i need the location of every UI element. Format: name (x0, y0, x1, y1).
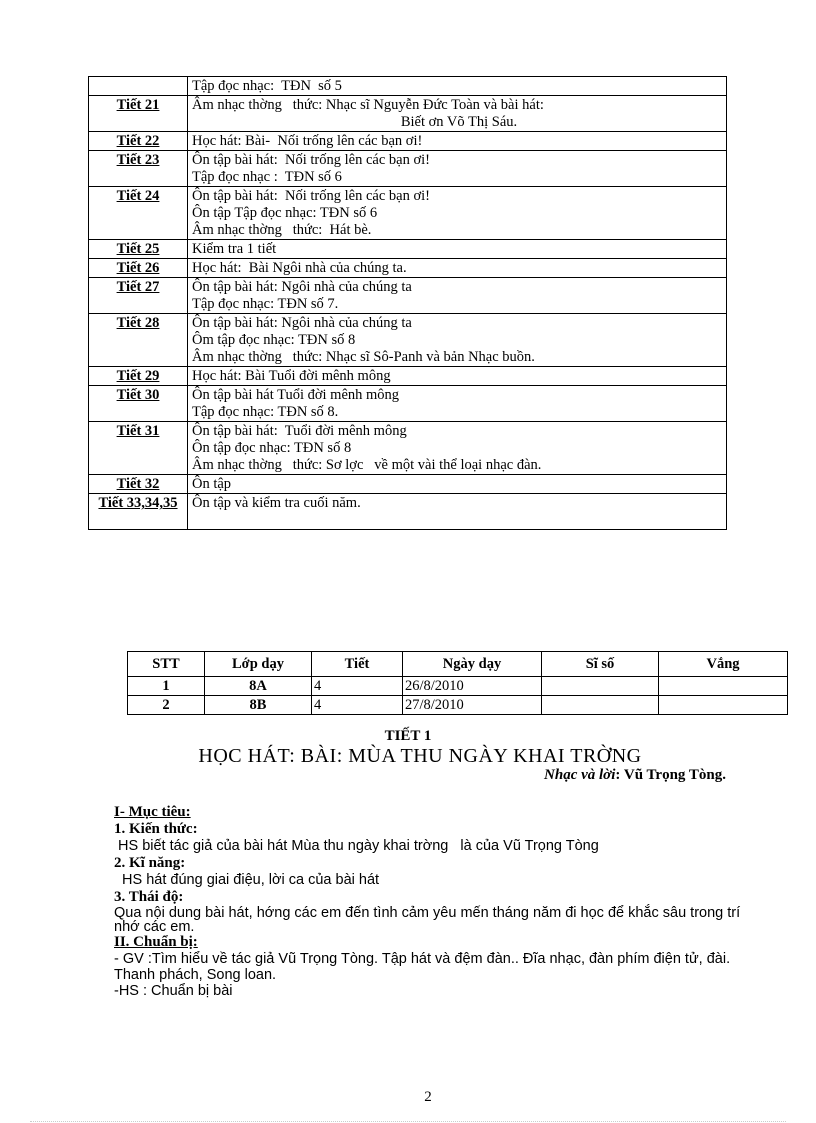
page-number: 2 (424, 1089, 432, 1105)
lesson-content-line: Ôn tập Tập đọc nhạc: TĐN số 6 (192, 205, 378, 221)
table-row (89, 278, 727, 314)
attitude-text: Qua nội dung bài hát, hớng các em đến tình cảm yêu mến tháng năm đi học để khắc sâu trong trí nhớ các em. (114, 905, 741, 935)
cell-stt: 2 (128, 696, 205, 715)
lesson-content-cell (188, 132, 727, 151)
cell-period: 4 (312, 696, 403, 715)
table-row (89, 494, 727, 530)
lesson-content-line: Ôn tập bài hát: Nối trống lên các bạn ơi! (192, 152, 430, 168)
table-row (89, 151, 727, 187)
lesson-number-cell: Tiết 27 (89, 278, 188, 314)
table-row (89, 386, 727, 422)
lesson-content-line: Âm nhạc thờng thức: Nhạc sĩ Sô-Panh và bản Nhạc buồn. (192, 349, 535, 365)
song-title: HỌC HÁT: BÀI: MÙA THU NGÀY KHAI TRỜNG (198, 745, 642, 767)
cell-attendance (542, 696, 659, 715)
table-row (128, 696, 788, 715)
cell-class: 8A (205, 677, 312, 696)
lesson-content-line: Học hát: Bài- Nối trống lên các bạn ơi! (192, 133, 423, 149)
lesson-content-line: Ôn tập bài hát Tuổi đời mênh mông (192, 387, 400, 403)
col-header-attendance: Sĩ số (542, 652, 659, 677)
lesson-number-cell: Tiết 24 (89, 187, 188, 240)
song-credit: Nhạc và lời: Vũ Trọng Tòng. (544, 767, 726, 783)
table-row (89, 132, 727, 151)
lesson-title: TIẾT 1 (384, 728, 432, 744)
lesson-content-line: Kiểm tra 1 tiết (192, 241, 277, 257)
lesson-content-cell (188, 240, 727, 259)
lesson-content-line: Âm nhạc thờng thức: Sơ lợc về một vài thể loại nhạc đàn. (192, 457, 542, 473)
lesson-content-line: Tập đọc nhạc : TĐN số 6 (192, 169, 342, 185)
lesson-content-cell (188, 187, 727, 240)
table-row (89, 367, 727, 386)
cell-attendance (542, 677, 659, 696)
lesson-body (114, 804, 754, 1000)
skills-heading: 2. Kĩ năng: (114, 855, 186, 871)
table-row (89, 314, 727, 367)
table-row (128, 677, 788, 696)
lesson-content-cell (188, 96, 727, 132)
lesson-number-cell: Tiết 28 (89, 314, 188, 367)
cell-class: 8B (205, 696, 312, 715)
lesson-content-line: Học hát: Bài Tuổi đời mênh mông (192, 368, 391, 384)
lesson-content-cell (188, 314, 727, 367)
lesson-number-cell: Tiết 30 (89, 386, 188, 422)
lesson-number-cell: Tiết 31 (89, 422, 188, 475)
schedule-header-row (128, 652, 788, 677)
col-header-class: Lớp dạy (205, 652, 312, 677)
table-row (89, 96, 727, 132)
lesson-number-cell: Tiết 22 (89, 132, 188, 151)
table-row (89, 475, 727, 494)
lesson-number-cell: Tiết 32 (89, 475, 188, 494)
lesson-content-line: Tập đọc nhạc: TĐN số 8. (192, 404, 339, 420)
footer-divider (30, 1121, 786, 1122)
syllabus-table (88, 76, 727, 530)
objectives-heading: I- Mục tiêu: (114, 804, 191, 820)
lesson-number-cell: Tiết 23 (89, 151, 188, 187)
col-header-date: Ngày dạy (403, 652, 542, 677)
lesson-content-cell (188, 77, 727, 96)
lesson-content-line: Âm nhạc thờng thức: Hát bè. (192, 222, 372, 238)
lesson-content-cell (188, 367, 727, 386)
lesson-content-line: Tập đọc nhạc: TĐN số 7. (192, 296, 339, 312)
col-header-stt: STT (128, 652, 205, 677)
lesson-content-line: Ôn tập bài hát: Ngôi nhà của chúng ta (192, 315, 412, 331)
lesson-content-line: Ôm tập đọc nhạc: TĐN số 8 (192, 332, 356, 348)
lesson-number-cell: Tiết 29 (89, 367, 188, 386)
lesson-number-cell: Tiết 26 (89, 259, 188, 278)
lesson-content-cell (188, 151, 727, 187)
lesson-content-line: Ôn tập và kiểm tra cuối năm. (192, 495, 361, 511)
preparation-heading: II. Chuẩn bị: (114, 934, 198, 950)
table-row (89, 77, 727, 96)
credit-author: Vũ Trọng Tòng. (623, 767, 726, 783)
lesson-number-cell: Tiết 25 (89, 240, 188, 259)
lesson-content-line: Ôn tập bài hát: Nối trống lên các bạn ơi! (192, 188, 430, 204)
cell-absent (659, 696, 788, 715)
table-row (89, 259, 727, 278)
lesson-content-cell (188, 259, 727, 278)
cell-absent (659, 677, 788, 696)
lesson-content-line: Âm nhạc thờng thức: Nhạc sĩ Nguyễn Đức Toàn và bài hát: (192, 97, 544, 113)
cell-date: 26/8/2010 (403, 677, 542, 696)
lesson-content-cell (188, 386, 727, 422)
teacher-preparation: - GV :Tìm hiểu về tác giả Vũ Trọng Tòng. Tập hát và đệm đàn.. Đĩa nhạc, đàn phím điện tử, đài. Thanh phách, Song loan. (114, 951, 731, 983)
attitude-heading: 3. Thái độ: (114, 889, 184, 905)
cell-period: 4 (312, 677, 403, 696)
cell-stt: 1 (128, 677, 205, 696)
lesson-content-line: Biết ơn Võ Thị Sáu. (400, 114, 518, 130)
lesson-content-line: Ôn tập đọc nhạc: TĐN số 8 (192, 440, 352, 456)
lesson-content-line: Ôn tập bài hát: Ngôi nhà của chúng ta (192, 279, 412, 295)
table-row (89, 422, 727, 475)
knowledge-heading: 1. Kiến thức: (114, 821, 198, 837)
credit-label: Nhạc và lời (544, 767, 616, 783)
lesson-number-cell: Tiết 33,34,35 (89, 494, 188, 530)
col-header-period: Tiết (312, 652, 403, 677)
lesson-content-cell (188, 494, 727, 530)
class-schedule-table (127, 651, 788, 715)
lesson-number-cell: Tiết 21 (89, 96, 188, 132)
student-preparation: -HS : Chuẩn bị bài (114, 983, 233, 999)
lesson-content-cell (188, 422, 727, 475)
lesson-content-cell (188, 475, 727, 494)
lesson-content-line: Học hát: Bài Ngôi nhà của chúng ta. (192, 260, 407, 276)
lesson-content-line: Ôn tập bài hát: Tuổi đời mênh mông (192, 423, 407, 439)
lesson-content-line: Ôn tập (192, 476, 232, 492)
knowledge-text: HS biết tác giả của bài hát Mùa thu ngày khai trờng là của Vũ Trọng Tòng (114, 838, 599, 854)
table-row (89, 240, 727, 259)
col-header-absent: Vắng (659, 652, 788, 677)
skills-text: HS hát đúng giai điệu, lời ca của bài hát (114, 872, 380, 888)
lesson-content-cell (188, 278, 727, 314)
lesson-content-line: Tập đọc nhạc: TĐN số 5 (192, 78, 342, 94)
lesson-number-cell (89, 77, 188, 96)
cell-date: 27/8/2010 (403, 696, 542, 715)
table-row (89, 187, 727, 240)
